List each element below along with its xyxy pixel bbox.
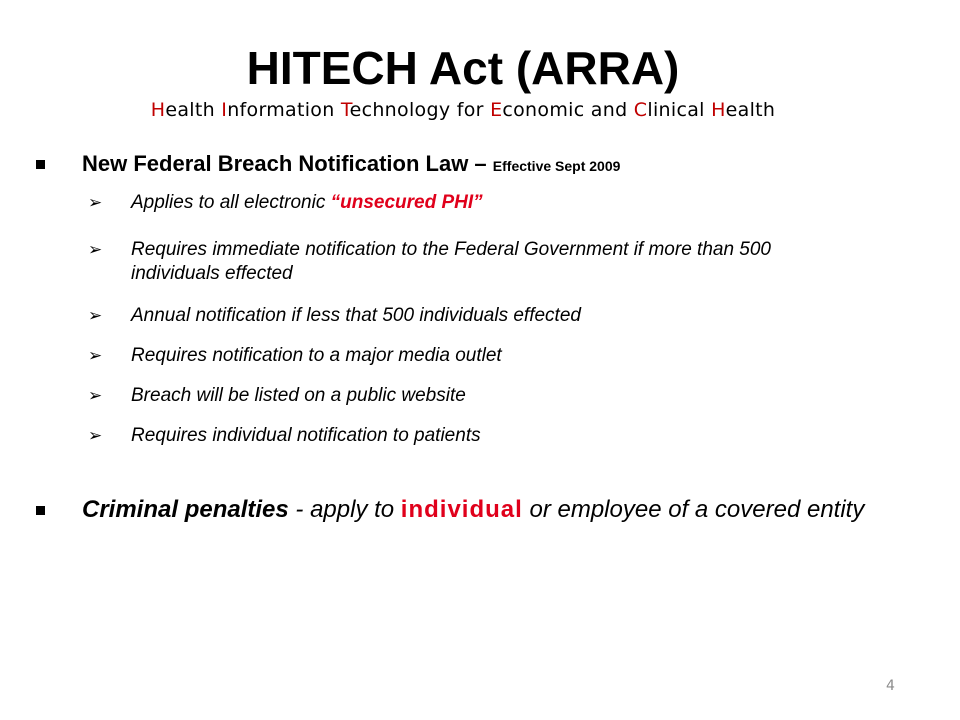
square-bullet-icon bbox=[36, 506, 45, 515]
arrowhead-bullet-icon: ➢ bbox=[88, 386, 103, 406]
slide-title: HITECH Act (ARRA) bbox=[246, 42, 680, 94]
subtitle-initial: T bbox=[340, 99, 350, 121]
slide-subtitle bbox=[0, 98, 926, 122]
arrowhead-bullet-icon: ➢ bbox=[88, 426, 103, 446]
main-bullet-text bbox=[82, 150, 922, 180]
subtitle-initial: E bbox=[490, 99, 503, 121]
subtitle-initial: H bbox=[711, 99, 726, 121]
subtitle-part: echnology for bbox=[349, 99, 491, 121]
arrowhead-bullet-icon: ➢ bbox=[88, 306, 103, 326]
sub-bullet-text: Requires immediate notification to the Federal Government if more than 500 individuals effected bbox=[131, 239, 771, 284]
sub-bullet-text: Requires individual notification to patients bbox=[131, 425, 481, 446]
sub-bullet-text: Requires notification to a major media outlet bbox=[131, 345, 502, 366]
subtitle-part: ealth bbox=[725, 99, 776, 121]
criminal-penalties-mid: - apply to bbox=[288, 496, 401, 523]
effective-date: Effective Sept 2009 bbox=[492, 158, 621, 174]
criminal-penalties-label: Criminal penalties bbox=[82, 496, 289, 523]
subtitle-part: conomic and bbox=[502, 99, 634, 121]
subtitle-initial: C bbox=[633, 99, 648, 121]
unsecured-phi-highlight: “unsecured PHI” bbox=[330, 192, 483, 213]
criminal-penalties-text bbox=[82, 494, 922, 526]
subtitle-initial: H bbox=[150, 99, 166, 121]
arrowhead-bullet-icon: ➢ bbox=[88, 193, 103, 213]
subtitle-part: linical bbox=[647, 99, 712, 121]
arrowhead-bullet-icon: ➢ bbox=[88, 240, 103, 260]
main-bullet-label: New Federal Breach Notification Law – bbox=[82, 151, 493, 176]
subtitle-initial: I bbox=[221, 99, 228, 121]
subtitle-part: nformation bbox=[227, 99, 341, 121]
individual-highlight: individual bbox=[400, 496, 523, 523]
sub-bullet-text: Annual notification if less that 500 individuals effected bbox=[131, 305, 581, 326]
sub-bullet-text bbox=[131, 191, 851, 215]
square-bullet-icon bbox=[36, 160, 45, 169]
page-number: 4 bbox=[886, 678, 895, 694]
arrowhead-bullet-icon: ➢ bbox=[88, 346, 103, 366]
sub-bullet-label: Applies to all electronic bbox=[131, 192, 331, 213]
sub-bullet-text: Breach will be listed on a public website bbox=[131, 385, 466, 406]
criminal-penalties-end: or employee of a covered entity bbox=[522, 496, 865, 523]
subtitle-part: ealth bbox=[165, 99, 222, 121]
